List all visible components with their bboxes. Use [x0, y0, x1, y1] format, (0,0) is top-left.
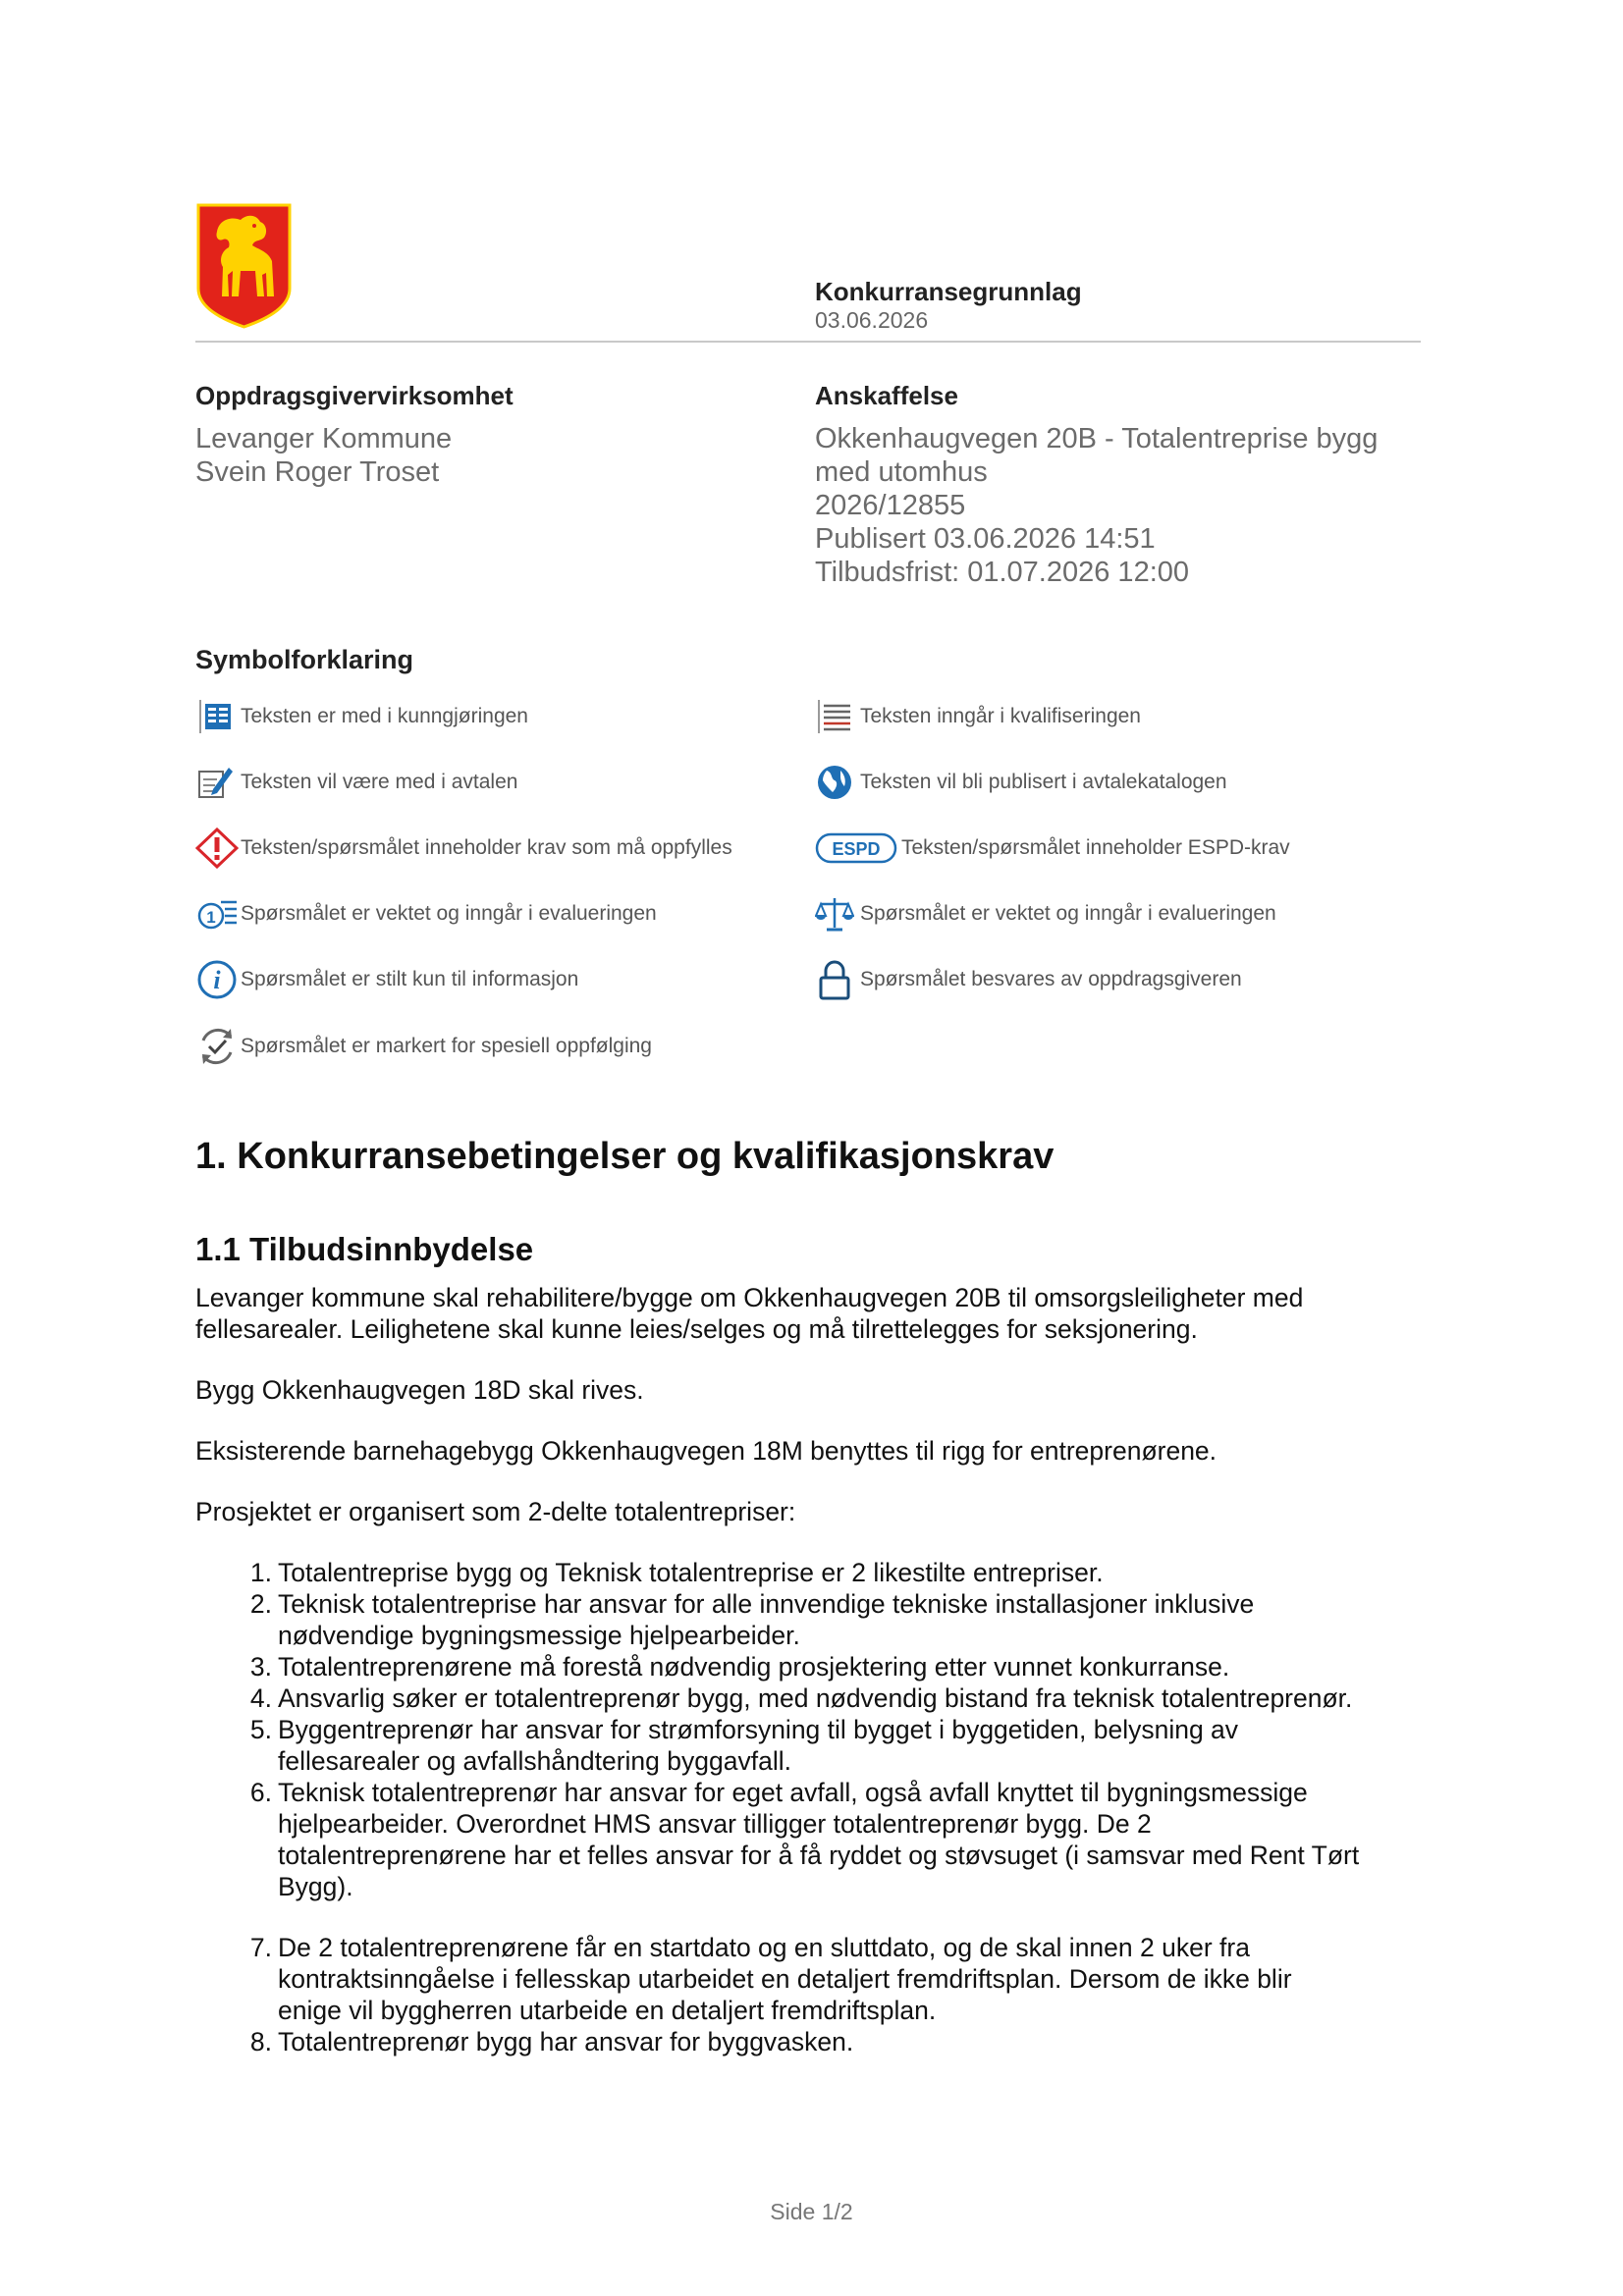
legend-text: Teksten/spørsmålet inneholder krav som må oppfylles	[241, 836, 732, 859]
levanger-coat-of-arms-horse-icon	[195, 202, 293, 330]
list-number: 3.	[249, 1652, 272, 1682]
paragraph	[195, 1374, 1433, 1406]
list-line: Bygg).	[278, 1872, 353, 1901]
list-line: totalentreprenørene har et felles ansvar for å få ryddet og støvsuget (i samsvar med Rent Tørt	[278, 1841, 1360, 1870]
list-line: Teknisk totalentreprise har ansvar for alle innvendige tekniske installasjoner inklusive	[278, 1589, 1255, 1619]
legend-title: Symbolforklaring	[195, 645, 414, 674]
list-item	[195, 1651, 1433, 1682]
legend-text: Teksten vil være med i avtalen	[241, 771, 518, 793]
document-date: 03.06.2026	[815, 307, 929, 333]
list-line: Byggentreprenør har ansvar for strømforsyning til bygget i byggetiden, belysning av	[278, 1715, 1239, 1744]
list-line: nødvendige bygningsmessige hjelpearbeider.	[278, 1621, 800, 1650]
legend-item	[815, 695, 1141, 738]
lock-icon	[815, 958, 860, 1001]
paragraph-line: Bygg Okkenhaugvegen 18D skal rives.	[195, 1375, 644, 1405]
list-item	[195, 1557, 1433, 1588]
paragraph	[195, 1282, 1433, 1345]
procurement-label: Anskaffelse	[815, 381, 958, 410]
legend-text: Spørsmålet er vektet og inngår i evalueringen	[241, 902, 657, 925]
contract-pen-icon	[195, 761, 241, 804]
procurement-title-line2: med utomhus	[815, 456, 988, 488]
list-line: Totalentreprenørene må forestå nødvendig prosjektering etter vunnet konkurranse.	[278, 1652, 1230, 1682]
espd-badge-icon	[815, 827, 901, 870]
numbered-list	[195, 1557, 1433, 2057]
header-divider	[195, 341, 1421, 343]
client-name: Levanger Kommune	[195, 423, 453, 454]
legend-text: Teksten/spørsmålet inneholder ESPD-krav	[901, 836, 1290, 859]
paragraph	[195, 1435, 1433, 1467]
list-item	[195, 1588, 1433, 1651]
list-line: enige vil byggherren utarbeide en detaljert fremdriftsplan.	[278, 1996, 937, 2025]
list-line: Ansvarlig søker er totalentreprenør bygg, med nødvendig bistand fra teknisk totalentreprenør.	[278, 1683, 1353, 1713]
page-number: Side 1/2	[770, 2199, 853, 2224]
list-number: 6.	[249, 1778, 272, 1807]
paragraph-line: Prosjektet er organisert som 2-delte totalentrepriser:	[195, 1497, 796, 1526]
list-item	[195, 2026, 1433, 2057]
list-item	[195, 1682, 1433, 1714]
legend-item	[195, 892, 657, 935]
info-icon	[195, 958, 241, 1001]
procurement-case-number: 2026/12855	[815, 490, 966, 521]
legend-item	[815, 761, 1227, 804]
legend-text: Teksten inngår i kvalifiseringen	[860, 705, 1141, 727]
legend-item	[195, 827, 732, 870]
legend-text: Spørsmålet er markert for spesiell oppfølging	[241, 1035, 652, 1057]
announcement-icon	[195, 695, 241, 738]
legend-text: Teksten er med i kunngjøringen	[241, 705, 528, 727]
list-line: De 2 totalentreprenørene får en startdato og en sluttdato, og de skal innen 2 uker fra	[278, 1933, 1250, 1962]
client-contact: Svein Roger Troset	[195, 456, 440, 488]
list-line: kontraktsinngåelse i fellesskap utarbeidet en detaljert fremdriftsplan. Dersom de ikke blir	[278, 1964, 1292, 1994]
weighted-number-icon	[195, 892, 241, 935]
legend-item	[195, 958, 578, 1001]
warning-diamond-icon	[195, 827, 241, 870]
legend-item	[195, 761, 517, 804]
paragraph-line: fellesarealer. Leilighetene skal kunne leies/selges og må tilrettelegges for seksjonering.	[195, 1314, 1198, 1344]
procurement-published: Publisert 03.06.2026 14:51	[815, 523, 1156, 555]
list-item	[195, 1777, 1433, 1902]
client-info	[195, 422, 452, 489]
legend-item	[195, 1025, 652, 1068]
scale-icon	[815, 892, 860, 935]
procurement-deadline: Tilbudsfrist: 01.07.2026 12:00	[815, 557, 1190, 588]
legend-text: Spørsmålet besvares av oppdragsgiveren	[860, 968, 1242, 990]
list-number: 8.	[249, 2027, 272, 2056]
list-number: 2.	[249, 1589, 272, 1619]
section-heading: 1. Konkurransebetingelser og kvalifikasjonskrav	[195, 1136, 1055, 1177]
globe-icon	[815, 761, 860, 804]
list-number: 4.	[249, 1683, 272, 1713]
svg-text:ESPD: ESPD	[832, 839, 881, 859]
paragraph	[195, 1496, 1433, 1527]
list-line: Teknisk totalentreprenør har ansvar for eget avfall, også avfall knyttet til bygningsmessige	[278, 1778, 1308, 1807]
svg-text:1: 1	[206, 908, 216, 927]
legend-item	[195, 695, 528, 738]
paragraph-line: Levanger kommune skal rehabilitere/bygge om Okkenhaugvegen 20B til omsorgsleiligheter med	[195, 1283, 1304, 1312]
list-number: 1.	[249, 1558, 272, 1587]
legend-item	[815, 958, 1242, 1001]
list-line: fellesarealer og avfallshåndtering byggavfall.	[278, 1746, 791, 1776]
list-number: 5.	[249, 1715, 272, 1744]
procurement-title-line1: Okkenhaugvegen 20B - Totalentreprise bygg	[815, 423, 1379, 454]
list-line: hjelpearbeider. Overordnet HMS ansvar tilligger totalentreprenør bygg. De 2	[278, 1809, 1152, 1839]
list-line: Totalentreprenør bygg har ansvar for byggvasken.	[278, 2027, 854, 2056]
legend-item	[815, 892, 1276, 935]
svg-text:i: i	[213, 966, 221, 994]
follow-up-icon	[195, 1025, 241, 1068]
paragraph-line: Eksisterende barnehagebygg Okkenhaugvegen 18M benyttes til rigg for entreprenørene.	[195, 1436, 1217, 1466]
procurement-info	[815, 422, 1378, 589]
subsection-heading: 1.1 Tilbudsinnbydelse	[195, 1231, 534, 1267]
client-label: Oppdragsgivervirksomhet	[195, 381, 514, 410]
legend-text: Spørsmålet er vektet og inngår i evalueringen	[860, 902, 1276, 925]
qualification-list-icon	[815, 695, 860, 738]
document-title: Konkurransegrunnlag	[815, 277, 1082, 306]
legend-item	[815, 827, 1290, 870]
list-item	[195, 1932, 1433, 2026]
legend-text: Teksten vil bli publisert i avtalekatalogen	[860, 771, 1227, 793]
list-line: Totalentreprise bygg og Teknisk totalentreprise er 2 likestilte entrepriser.	[278, 1558, 1104, 1587]
list-number: 7.	[249, 1933, 272, 1962]
legend-text: Spørsmålet er stilt kun til informasjon	[241, 968, 579, 990]
list-item	[195, 1714, 1433, 1777]
